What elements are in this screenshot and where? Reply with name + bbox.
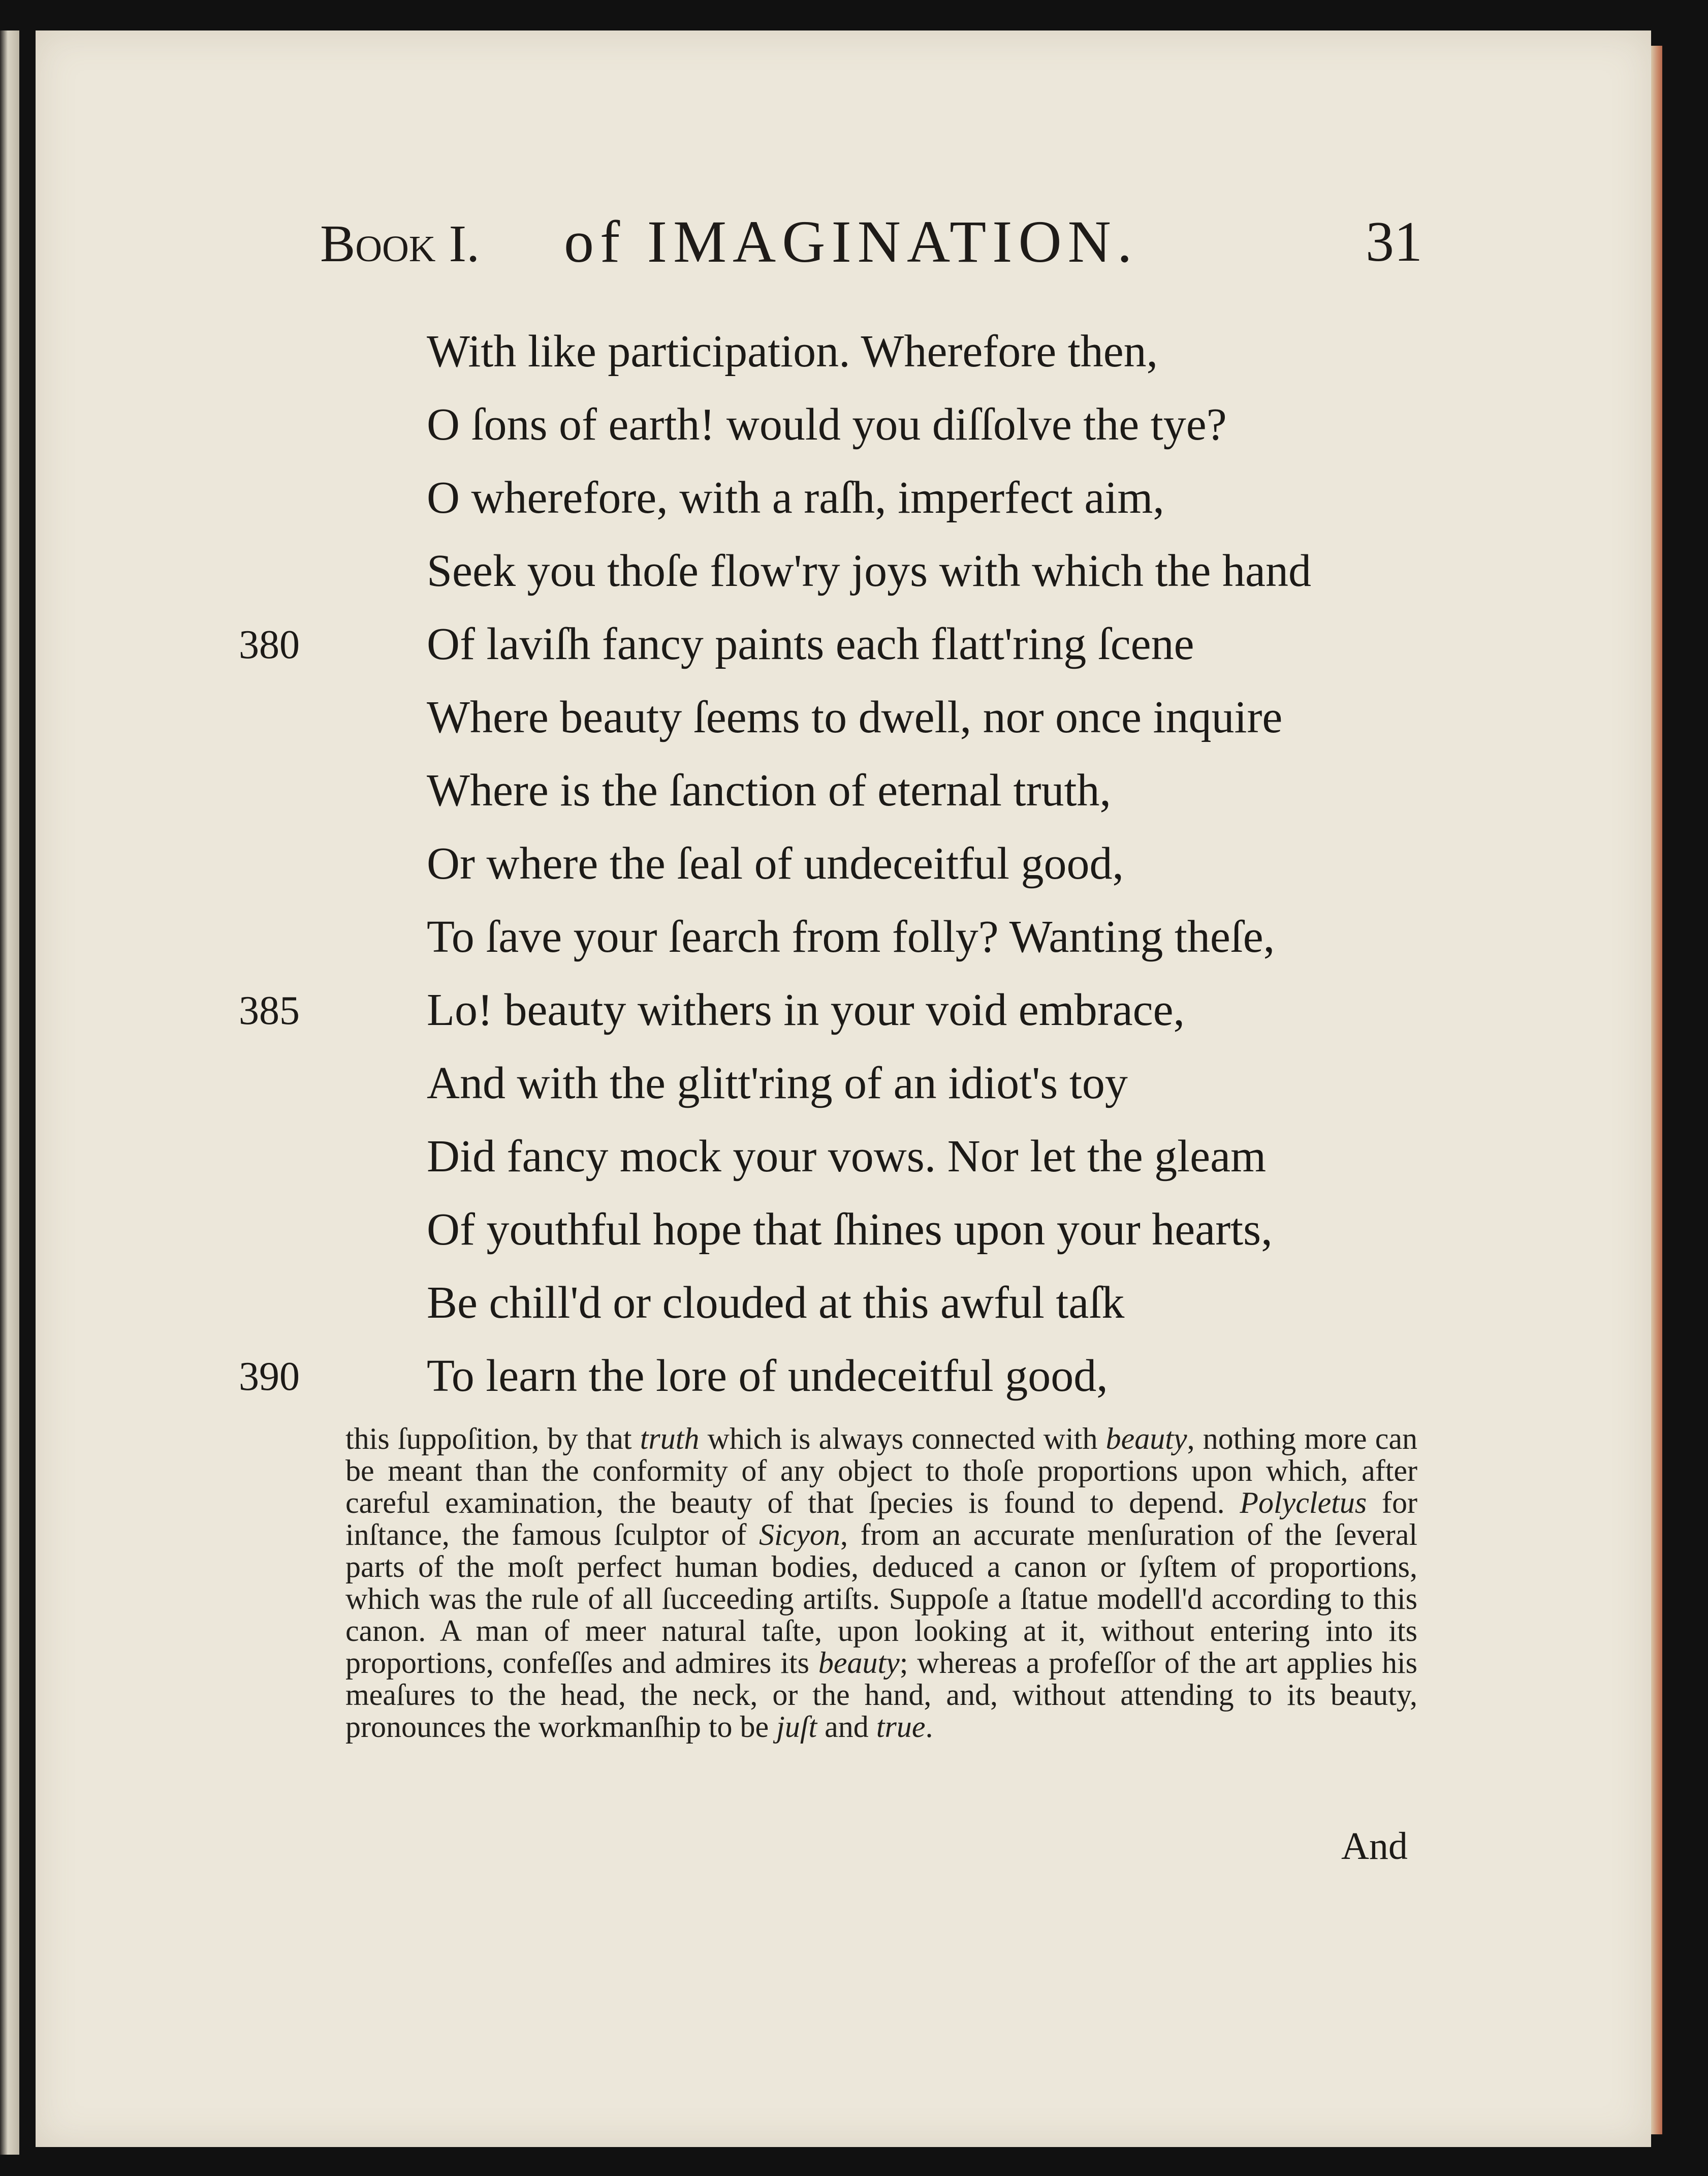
verse-line (325, 1277, 1402, 1350)
footnote-text: this ſuppoſition, by that (345, 1422, 640, 1455)
verse-text: To ſave your ſearch from folly? Wanting theſe, (427, 912, 1275, 962)
footnote-text: ; whereas a profeſſor of the art applies his meaſures to the head, the neck, or the hand, and, without attending to its beauty, pronounces the workmanſhip to be (345, 1646, 1417, 1744)
book-label: Book I. (320, 214, 480, 273)
verse-line (325, 545, 1402, 618)
footnote-italic: beauty (1105, 1422, 1187, 1455)
footnote-italic: beauty (818, 1646, 900, 1680)
verse-text: Seek you thoſe flow'ry joys with which the hand (427, 546, 1311, 596)
footnote-text: for inſtance, the famous ſculptor of (345, 1486, 1417, 1551)
page-left-edge (0, 30, 19, 2155)
verse-line (325, 764, 1402, 837)
footnote-text: and (817, 1710, 876, 1744)
verse-text: Be chill'd or clouded at this awful taſk (427, 1278, 1125, 1328)
footnote-italic: Sicyon (759, 1518, 840, 1551)
verse-line (325, 1057, 1402, 1130)
verse-text: With like participation. Wherefore then, (427, 326, 1158, 377)
verse-line (239, 984, 1402, 1057)
catchword: And (1341, 1825, 1408, 1868)
running-header (320, 208, 1422, 290)
footnote-italic: truth (640, 1422, 700, 1455)
verse-text: O wherefore, with a raſh, imperfect aim, (427, 473, 1164, 523)
page-fore-edge (1651, 46, 1662, 2134)
line-number: 380 (239, 623, 300, 667)
footnote-text: which is always connected with (699, 1422, 1106, 1455)
footnote-text: , nothing more can be meant than the conformity of any object to thoſe proportions upon which, after careful examination, the beauty of that ſpecies is found to depend. (345, 1422, 1417, 1519)
verse-text: And with the glitt'ring of an idiot's toy (427, 1058, 1128, 1108)
verse-line (325, 472, 1402, 545)
verse-line (239, 618, 1402, 691)
poem-text (239, 325, 1402, 1423)
verse-line (239, 1350, 1402, 1423)
verse-text: Lo! beauty withers in your void embrace, (427, 985, 1185, 1035)
verse-text: Of youthful hope that ſhines upon your hearts, (427, 1204, 1273, 1255)
verse-text: Or where the ſeal of undeceitful good, (427, 838, 1124, 889)
footnote-text: . (925, 1710, 933, 1744)
verse-text: O ſons of earth! would you diſſolve the tye? (427, 399, 1227, 450)
verse-line (325, 1130, 1402, 1203)
verse-line (325, 398, 1402, 472)
footnote-text: , from an accurate menſuration of the ſeveral parts of the moſt perfect human bodies, deduced a canon or ſyſtem of proportions, which was the rule of all ſucceeding artiſts. Suppoſe a ſtatue modell'd according to this canon. A man of meer natural taſte, upon looking at it, without entering into its proportions, confeſſes and admires its (345, 1518, 1418, 1680)
line-number: 390 (239, 1354, 300, 1399)
verse-text: Where is the ſanction of eternal truth, (427, 765, 1111, 816)
verse-line (325, 325, 1402, 398)
verse-text: Of laviſh fancy paints each flatt'ring ſcene (427, 619, 1194, 669)
running-title: of IMAGINATION. (564, 208, 1138, 275)
footnote-italic: Polycletus (1240, 1486, 1367, 1519)
verse-text: Did fancy mock your vows. Nor let the gleam (427, 1131, 1267, 1182)
verse-text: To learn the lore of undeceitful good, (427, 1351, 1108, 1401)
footnote (345, 1423, 1417, 1743)
footnote-italic: true (876, 1710, 926, 1744)
page-number: 31 (1366, 210, 1422, 273)
verse-line (325, 691, 1402, 764)
verse-line (325, 911, 1402, 984)
line-number: 385 (239, 988, 300, 1033)
footnote-italic: juſt (776, 1710, 817, 1744)
verse-text: Where beauty ſeems to dwell, nor once inquire (427, 692, 1283, 742)
verse-line (325, 837, 1402, 911)
verse-line (325, 1203, 1402, 1277)
footnote-paragraph (345, 1423, 1417, 1743)
